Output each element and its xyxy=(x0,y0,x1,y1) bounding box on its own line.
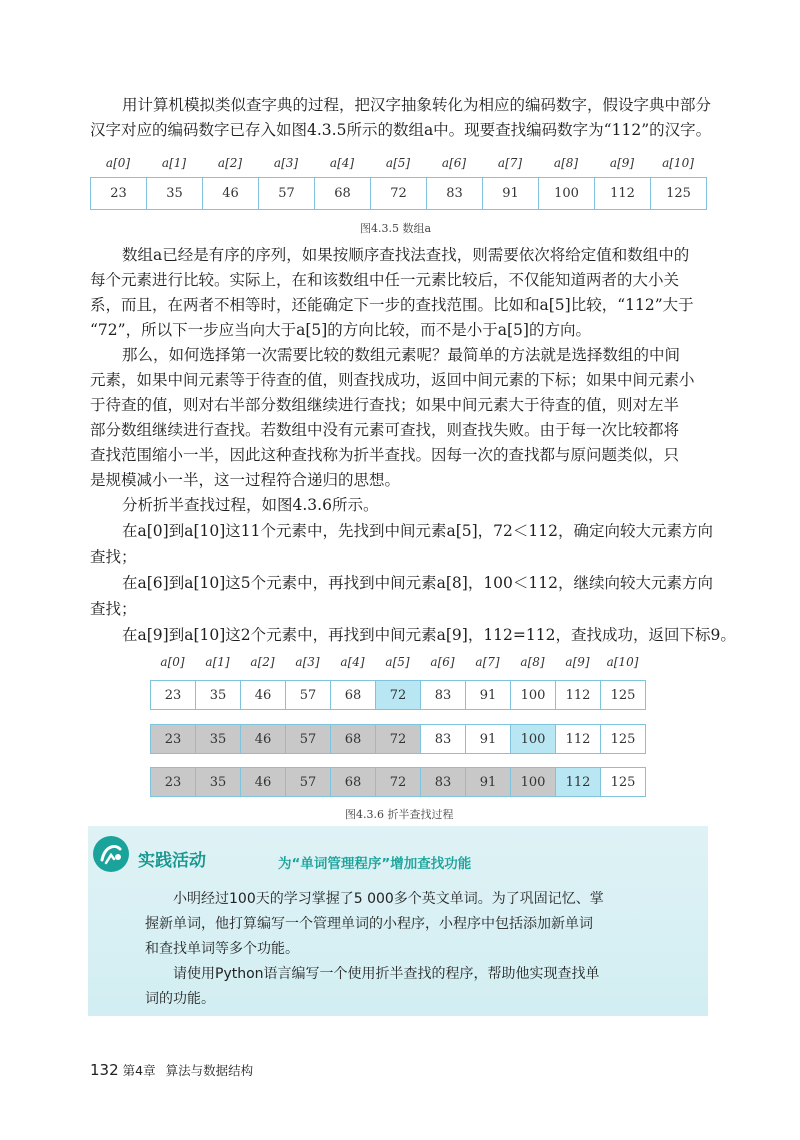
array-cell: 23 xyxy=(151,768,196,797)
practice-activity-box xyxy=(88,826,708,1016)
page-footer xyxy=(90,1061,253,1079)
array-cell: 72 xyxy=(371,178,427,210)
figure-caption: 图4.3.5 数组a xyxy=(360,222,432,235)
array-cell: 35 xyxy=(196,681,241,710)
array-index: a[10] xyxy=(662,156,694,170)
array-cell: 125 xyxy=(601,768,646,797)
array-cell: 68 xyxy=(331,681,376,710)
array-index: a[4] xyxy=(340,655,365,669)
array-cell: 72 xyxy=(376,681,421,710)
array-index: a[6] xyxy=(430,655,455,669)
array-index: a[1] xyxy=(161,156,187,170)
page-number: 132 xyxy=(90,1061,119,1079)
array-index: a[4] xyxy=(329,156,355,170)
array-cell: 91 xyxy=(466,681,511,710)
chapter-label: 第4章 xyxy=(122,1063,156,1078)
array-cell: 35 xyxy=(196,768,241,797)
array-cell: 35 xyxy=(196,725,241,754)
para1-line-1: 数组a已经是有序的序列，如果按顺序查找法查找，则需要依次将给定值和数组中的 xyxy=(122,246,690,264)
array-cell: 72 xyxy=(376,768,421,797)
para2-line-3: 于待查的值，则对右半部分数组继续进行查找；如果中间元素大于待查的值，则对左半 xyxy=(90,396,680,414)
array-index: a[3] xyxy=(295,655,320,669)
array-cell: 112 xyxy=(556,681,601,710)
para1-line-3: 系，而且，在两者不相等时，还能确定下一步的查找范围。比如和a[5]比较，“112”大于 xyxy=(90,296,694,314)
array-cell: 57 xyxy=(286,725,331,754)
array-cell: 83 xyxy=(421,768,466,797)
figure-caption: 图4.3.6 折半查找过程 xyxy=(345,808,454,821)
table-row xyxy=(151,768,646,797)
table-row xyxy=(151,725,646,754)
array-cell: 57 xyxy=(259,178,315,210)
array-cell: 68 xyxy=(331,768,376,797)
activity-line-5: 词的功能。 xyxy=(145,991,215,1007)
array-cell: 83 xyxy=(427,178,483,210)
array-index: a[2] xyxy=(250,655,275,669)
search-step-1-row xyxy=(150,680,646,710)
array-cell: 100 xyxy=(511,768,556,797)
array-cell: 23 xyxy=(151,681,196,710)
table-row xyxy=(91,178,707,210)
array-index: a[7] xyxy=(497,156,523,170)
activity-line-3: 和查找单词等多个功能。 xyxy=(145,941,299,957)
array-index: a[2] xyxy=(217,156,243,170)
array-cell: 68 xyxy=(331,725,376,754)
table-row xyxy=(151,681,646,710)
array-cell: 57 xyxy=(286,768,331,797)
para2-line-2: 元素，如果中间元素等于待查的值，则查找成功，返回中间元素的下标；如果中间元素小 xyxy=(90,371,695,389)
array-index: a[9] xyxy=(565,655,590,669)
array-cell: 23 xyxy=(91,178,147,210)
para2-line-4: 部分数组继续进行查找。若数组中没有元素可查找，则查找失败。由于每一次比较都将 xyxy=(90,421,680,439)
array-table xyxy=(90,177,707,210)
array-cell: 35 xyxy=(147,178,203,210)
activity-title: 实践活动 xyxy=(138,851,206,871)
search-step-2-row xyxy=(150,724,646,754)
array-cell: 125 xyxy=(651,178,707,210)
array-cell: 23 xyxy=(151,725,196,754)
array-cell: 57 xyxy=(286,681,331,710)
array-index: a[9] xyxy=(609,156,635,170)
array-index: a[0] xyxy=(105,156,131,170)
para1-line-4: “72”，所以下一步应当向大于a[5]的方向比较，而不是小于a[5]的方向。 xyxy=(90,321,591,339)
array-cell: 112 xyxy=(556,768,601,797)
para2-line-5: 查找范围缩小一半，因此这种查找称为折半查找。因每一次的查找都与原问题类似，只 xyxy=(90,446,680,464)
array-index: a[3] xyxy=(273,156,299,170)
array-cell: 91 xyxy=(483,178,539,210)
activity-line-4: 请使用Python语言编写一个使用折半查找的程序，帮助他实现查找单 xyxy=(173,966,600,982)
array-cell: 125 xyxy=(601,681,646,710)
para1-line-2: 每个元素进行比较。实际上，在和该数组中任一元素比较后，不仅能知道两者的大小关 xyxy=(90,271,680,289)
array-cell: 46 xyxy=(241,768,286,797)
para2-line-6: 是规模减小一半，这一过程符合递归的思想。 xyxy=(90,471,401,489)
array-cell: 83 xyxy=(421,681,466,710)
intro-line-2: 汉字对应的编码数字已存入如图4.3.5所示的数组a中。现要查找编码数字为“112”的汉字。 xyxy=(90,121,712,139)
intro-line-1: 用计算机模拟类似查字典的过程，把汉字抽象转化为相应的编码数字，假设字典中部分 xyxy=(122,96,712,114)
step-2: 在a[6]到a[10]这5个元素中，再找到中间元素a[8]，100＜112，继续向较大元素方向 xyxy=(122,574,713,592)
activity-line-2: 握新单词，他打算编写一个管理单词的小程序，小程序中包括添加新单词 xyxy=(145,916,593,932)
activity-icon xyxy=(93,836,129,872)
array-cell: 46 xyxy=(203,178,259,210)
array-index: a[10] xyxy=(606,655,639,669)
step-1: 在a[0]到a[10]这11个元素中，先找到中间元素a[5]，72＜112，确定向较大元素方向 xyxy=(122,522,713,540)
activity-subtitle: 为“单词管理程序”增加查找功能 xyxy=(278,856,472,872)
array-cell: 125 xyxy=(601,725,646,754)
array-index: a[6] xyxy=(441,156,467,170)
array-index: a[1] xyxy=(205,655,230,669)
array-index: a[8] xyxy=(520,655,545,669)
array-cell: 100 xyxy=(511,681,556,710)
chapter-title: 算法与数据结构 xyxy=(165,1063,254,1078)
array-cell: 46 xyxy=(241,681,286,710)
array-index: a[7] xyxy=(475,655,500,669)
array-cell: 83 xyxy=(421,725,466,754)
array-index: a[8] xyxy=(553,156,579,170)
array-cell: 91 xyxy=(466,768,511,797)
search-step-3-row xyxy=(150,767,646,797)
steps-intro: 分析折半查找过程，如图4.3.6所示。 xyxy=(122,496,379,514)
array-cell: 112 xyxy=(556,725,601,754)
step-3: 在a[9]到a[10]这2个元素中，再找到中间元素a[9]，112=112，查找成功，返回下标9。 xyxy=(122,626,736,644)
array-cell: 72 xyxy=(376,725,421,754)
array-cell: 68 xyxy=(315,178,371,210)
array-cell: 100 xyxy=(511,725,556,754)
array-index: a[5] xyxy=(385,655,410,669)
array-index: a[5] xyxy=(385,156,411,170)
array-cell: 100 xyxy=(539,178,595,210)
array-index: a[0] xyxy=(160,655,185,669)
para2-line-1: 那么，如何选择第一次需要比较的数组元素呢？最简单的方法就是选择数组的中间 xyxy=(122,346,681,364)
array-cell: 112 xyxy=(595,178,651,210)
array-cell: 91 xyxy=(466,725,511,754)
step-1-cont: 查找； xyxy=(90,548,137,566)
array-cell: 46 xyxy=(241,725,286,754)
step-2-cont: 查找； xyxy=(90,600,137,618)
activity-line-1: 小明经过100天的学习掌握了5 000多个英文单词。为了巩固记忆、掌 xyxy=(173,891,604,907)
